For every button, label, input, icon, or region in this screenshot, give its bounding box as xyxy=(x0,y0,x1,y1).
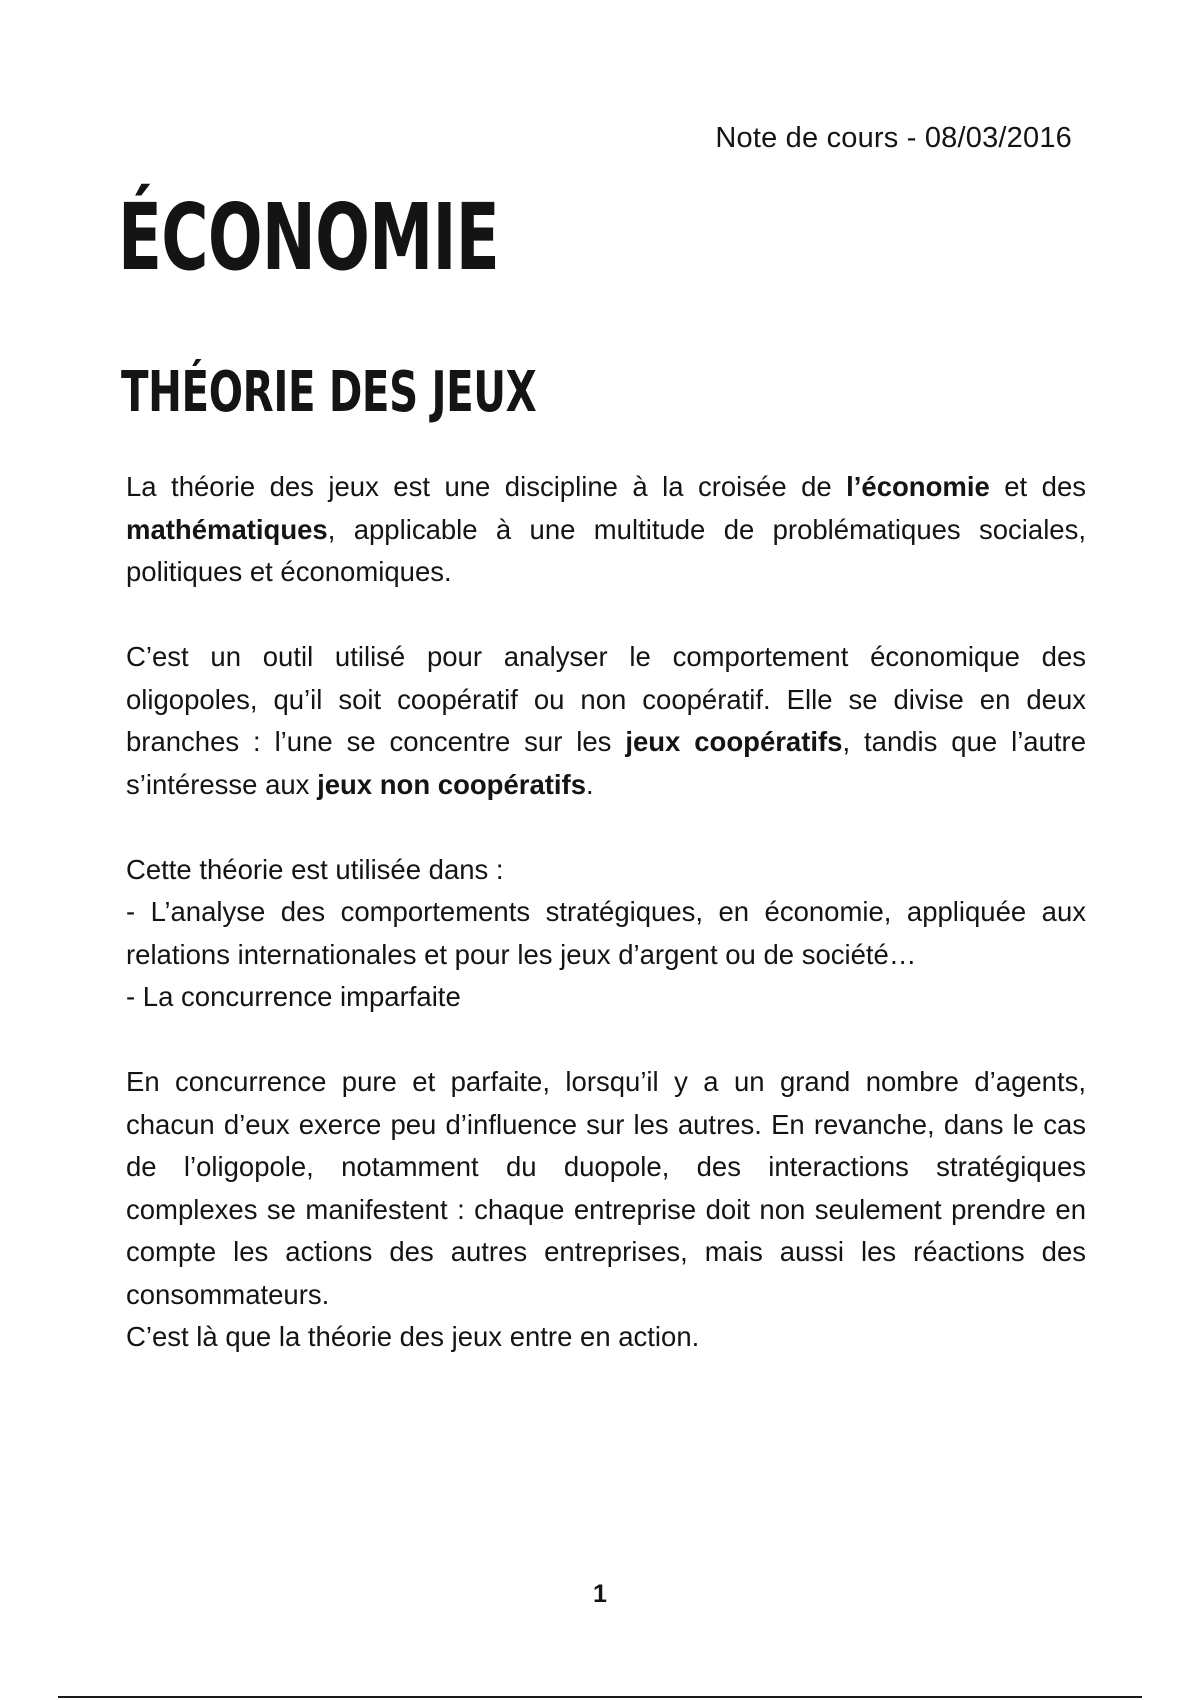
uses-intro: Cette théorie est utilisée dans : xyxy=(126,853,504,885)
bold-term: mathématiques xyxy=(126,513,328,545)
paragraph-text: En concurrence pure et parfaite, lorsqu’il y a un grand nombre d’agents, chacun d’eux exerce peu d’influence sur les autres. En revanche, dans le cas de l’oligopole, notamment du duopole, des interactions stratégiques complexes se manifestent : chaque entreprise doit non seulement prendre en compte les actions des autres entreprises, mais aussi les réactions des consommateurs. xyxy=(126,1066,1086,1310)
document-title: ÉCONOMIE xyxy=(118,184,500,291)
bold-term: jeux coopératifs xyxy=(625,726,843,757)
bold-term: l’économie xyxy=(846,471,990,502)
bottom-divider xyxy=(58,1696,1142,1698)
paragraph-uses xyxy=(126,849,1086,1019)
section-title: THÉORIE DES JEUX xyxy=(121,360,537,425)
paragraph-competition xyxy=(126,1061,1086,1359)
paragraph-text: . xyxy=(586,768,594,800)
page-number: 1 xyxy=(593,1580,607,1608)
paragraph-text: , applicable à une multitude de problématiques sociales, politiques et économiques. xyxy=(126,513,1086,587)
paragraph-text: C’est un outil utilisé pour analyser le comportement économique des oligopoles, qu’il soit coopératif ou non coopératif. Elle se divise en deux branches : l’une se concentre sur les xyxy=(126,641,1086,757)
document-body xyxy=(126,466,1086,1359)
paragraph-definition xyxy=(126,636,1086,806)
paragraph-intro xyxy=(126,466,1086,594)
list-item: - La concurrence imparfaite xyxy=(126,981,461,1012)
paragraph-text: , tandis que l’autre s’intéresse aux xyxy=(126,726,1086,800)
note-date: Note de cours - 08/03/2016 xyxy=(715,122,1072,154)
list-item: - L’analyse des comportements stratégiques, en économie, appliquée aux relations internationales et pour les jeux d’argent ou de société… xyxy=(126,896,1086,970)
paragraph-text: et des xyxy=(989,471,1086,502)
paragraph-text: La théorie des jeux est une discipline à la croisée de xyxy=(126,471,847,502)
paragraph-closing: C’est là que la théorie des jeux entre en action. xyxy=(126,1321,700,1352)
bold-term: jeux non coopératifs xyxy=(317,768,587,800)
